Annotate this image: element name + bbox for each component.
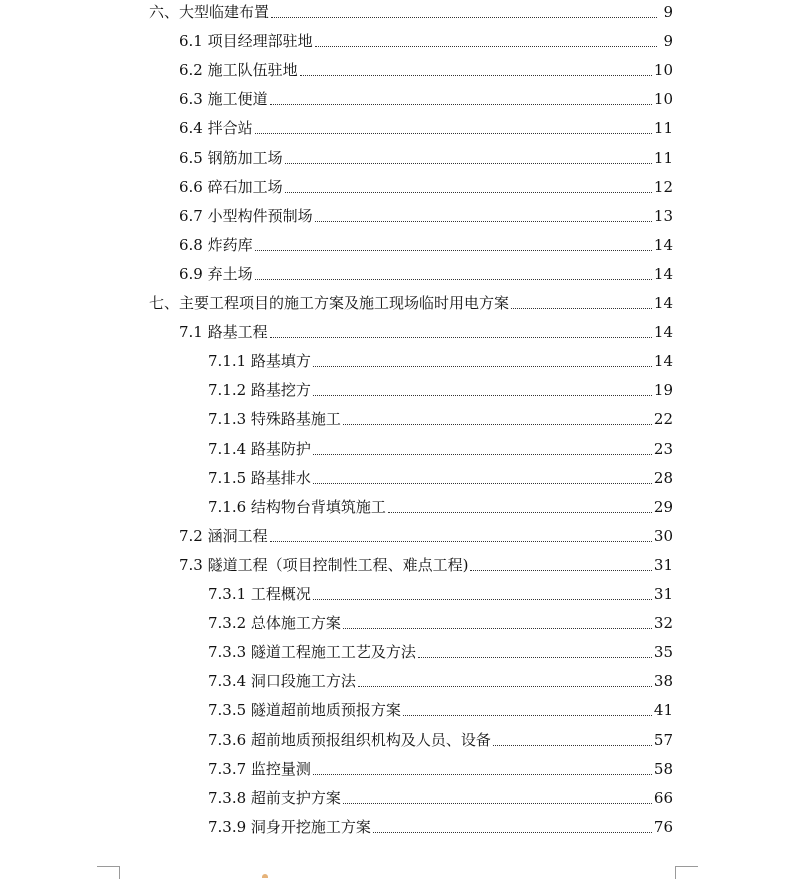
toc-entry-label: 6.1 项目经理部驻地 (179, 32, 313, 51)
toc-dot-leader (403, 714, 652, 716)
toc-entry-label: 7.1.6 结构物台背填筑施工 (208, 497, 386, 516)
toc-dot-leader (358, 685, 652, 687)
toc-entry-label: 7.3 隧道工程（项目控制性工程、难点工程) (179, 555, 469, 574)
toc-dot-leader (313, 773, 652, 775)
toc-page-number: 14 (653, 323, 673, 342)
toc-dot-leader (343, 627, 652, 629)
toc-entry-label: 6.2 施工队伍驻地 (179, 61, 298, 80)
toc-page-number: 14 (653, 352, 673, 371)
toc-dot-leader (343, 423, 652, 425)
toc-entry[interactable] (208, 784, 673, 813)
toc-page-number: 57 (653, 730, 673, 749)
toc-entry[interactable] (149, 289, 673, 318)
toc-dot-leader (313, 453, 652, 455)
toc-entry[interactable] (208, 493, 673, 522)
toc-page-number: 10 (653, 90, 673, 109)
toc-dot-leader (300, 74, 652, 76)
toc-entry[interactable] (179, 27, 673, 56)
toc-page-number: 31 (653, 585, 673, 603)
toc-dot-leader (270, 540, 652, 542)
toc-entry-label: 7.3.4 洞口段施工方法 (208, 672, 356, 691)
toc-dot-leader (313, 482, 652, 484)
toc-entry[interactable] (179, 202, 673, 231)
toc-entry-label: 6.8 炸药库 (179, 235, 253, 254)
toc-dot-leader (418, 656, 652, 658)
toc-entry-label: 六、大型临建布置 (149, 3, 270, 21)
toc-entry-label: 7.1.1 路基填方 (208, 352, 311, 371)
toc-entry[interactable] (208, 405, 673, 434)
toc-entry[interactable] (208, 347, 673, 376)
toc-page-number: 29 (653, 497, 673, 516)
toc-entry[interactable] (208, 667, 673, 696)
toc-page-number: 9 (663, 3, 673, 21)
toc-entry[interactable] (208, 696, 673, 725)
toc-page-number: 22 (653, 410, 673, 429)
toc-page-number: 13 (653, 206, 673, 225)
toc-dot-leader (313, 365, 652, 367)
toc-entry[interactable] (208, 726, 673, 755)
toc-dot-leader (285, 191, 652, 193)
toc-entry[interactable] (179, 318, 673, 347)
toc-page-number: 58 (653, 759, 673, 778)
toc-entry[interactable] (208, 376, 673, 405)
toc-dot-leader (255, 249, 652, 251)
toc-dot-leader (271, 16, 657, 18)
toc-page-number: 19 (653, 381, 673, 400)
toc-entry-label: 7.3.2 总体施工方案 (208, 614, 341, 633)
toc-entry[interactable] (208, 813, 673, 842)
toc-entry-label: 7.3.9 洞身开挖施工方案 (208, 817, 371, 836)
toc-dot-leader (255, 132, 652, 134)
toc-dot-leader (315, 45, 657, 47)
toc-entry[interactable] (208, 609, 673, 638)
page-corner-mark-right (675, 866, 698, 879)
toc-dot-leader (270, 103, 652, 105)
toc-entry-label: 7.3.6 超前地质预报组织机构及人员、设备 (208, 730, 491, 749)
toc-dot-leader (511, 307, 652, 309)
toc-page-number: 31 (653, 555, 673, 574)
toc-entry-label: 6.4 拌合站 (179, 119, 253, 138)
toc-entry-label: 7.3.8 超前支护方案 (208, 788, 341, 807)
toc-entry-label: 7.1.3 特殊路基施工 (208, 410, 341, 429)
toc-page-number: 32 (653, 614, 673, 633)
toc-entry[interactable] (179, 85, 673, 114)
toc-entry-label: 7.3.1 工程概况 (208, 585, 311, 603)
toc-entry[interactable] (179, 173, 673, 202)
toc-entry-label: 6.9 弃土场 (179, 264, 253, 283)
page-corner-mark-left (97, 866, 120, 879)
toc-dot-leader (315, 220, 652, 222)
toc-page-number: 66 (653, 788, 673, 807)
toc-entry[interactable] (149, 0, 673, 27)
toc-entry[interactable] (208, 638, 673, 667)
toc-entry[interactable] (179, 114, 673, 143)
toc-entry[interactable] (179, 260, 673, 289)
toc-entry[interactable] (179, 231, 673, 260)
page-edge-mark (262, 874, 268, 878)
toc-dot-leader (270, 336, 652, 338)
toc-page-number: 76 (653, 817, 673, 836)
toc-dot-leader (313, 598, 652, 600)
toc-dot-leader (373, 831, 652, 833)
toc-page-number: 41 (653, 701, 673, 720)
toc-entry-label: 7.3.5 隧道超前地质预报方案 (208, 701, 401, 720)
toc-entry-label: 7.3.3 隧道工程施工工艺及方法 (208, 643, 416, 662)
toc-entry-label: 6.7 小型构件预制场 (179, 206, 313, 225)
toc-entry[interactable] (208, 755, 673, 784)
toc-entry[interactable] (179, 144, 673, 173)
toc-entry-label: 七、主要工程项目的施工方案及施工现场临时用电方案 (149, 294, 510, 312)
toc-page-number: 14 (653, 264, 673, 283)
toc-entry-label: 6.5 钢筋加工场 (179, 148, 283, 167)
toc-dot-leader (255, 278, 652, 280)
toc-page-number: 28 (653, 468, 673, 487)
toc-page-number: 14 (653, 235, 673, 254)
toc-page-number: 11 (653, 148, 673, 167)
toc-page-number: 38 (653, 672, 673, 691)
toc-entry[interactable] (208, 580, 673, 609)
toc-entry-label: 7.1.2 路基挖方 (208, 381, 311, 400)
toc-entry-label: 7.3.7 监控量测 (208, 759, 311, 778)
toc-page-number: 9 (663, 32, 673, 51)
toc-entry-label: 7.2 涵洞工程 (179, 526, 268, 545)
toc-dot-leader (388, 511, 652, 513)
toc-page-number: 30 (653, 526, 673, 545)
toc-dot-leader (343, 802, 652, 804)
toc-dot-leader (285, 162, 652, 164)
toc-entry-label: 7.1 路基工程 (179, 323, 268, 342)
toc-page-number: 14 (653, 294, 673, 312)
toc-page-number: 11 (653, 119, 673, 138)
toc-entry[interactable] (179, 56, 673, 85)
toc-page-number: 12 (653, 177, 673, 196)
toc-entry[interactable] (208, 435, 673, 464)
toc-page-number: 23 (653, 439, 673, 458)
toc-entry-label: 7.1.4 路基防护 (208, 439, 311, 458)
toc-entry-label: 7.1.5 路基排水 (208, 468, 311, 487)
toc-entry[interactable] (179, 551, 673, 580)
toc-entry-label: 6.3 施工便道 (179, 90, 268, 109)
toc-entry[interactable] (179, 522, 673, 551)
toc-page-number: 35 (653, 643, 673, 662)
toc-dot-leader (470, 569, 651, 571)
toc-entry[interactable] (208, 464, 673, 493)
toc-page-number: 10 (653, 61, 673, 80)
toc-dot-leader (493, 744, 652, 746)
toc-entry-label: 6.6 碎石加工场 (179, 177, 283, 196)
toc-dot-leader (313, 394, 652, 396)
